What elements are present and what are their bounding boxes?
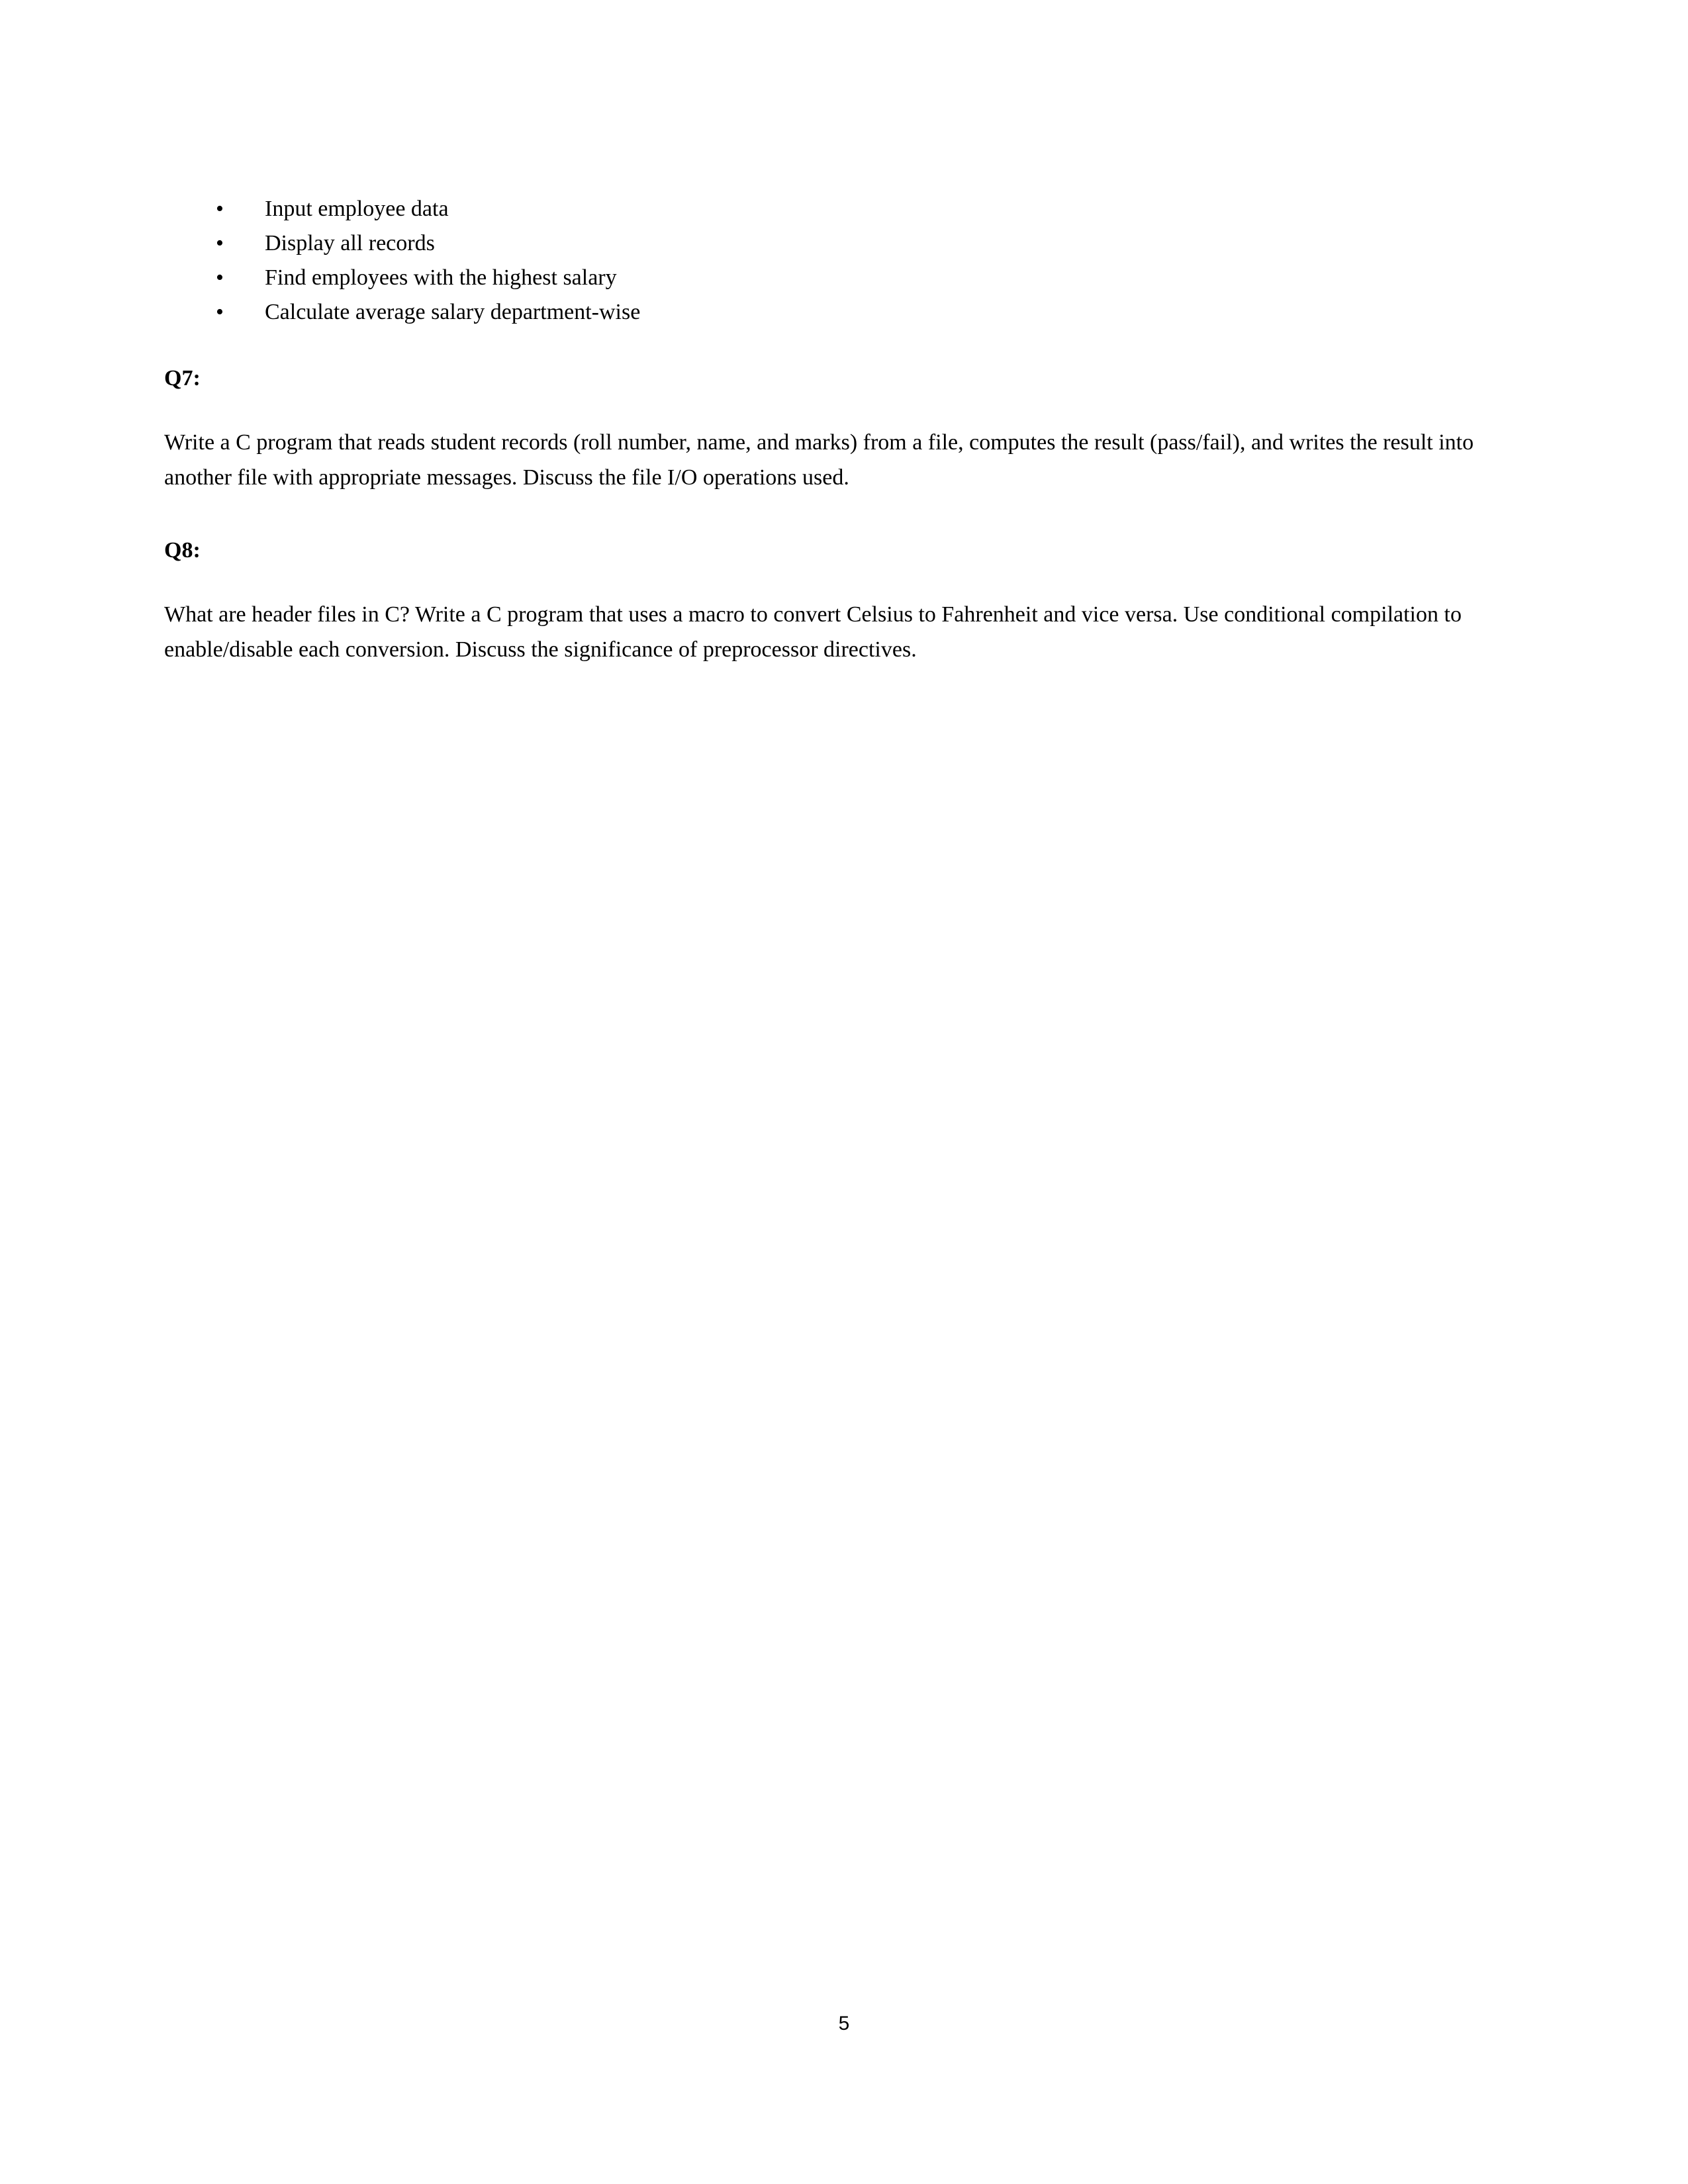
question-body-q7: Write a C program that reads student records (roll number, name, and marks) from a file, computes the result (pass/fail), and writes the result into another file with appropriate messages. Discuss the file I/O operations used. bbox=[164, 430, 1474, 490]
list-item-label: Input employee data bbox=[265, 197, 449, 221]
spacer bbox=[164, 393, 1523, 425]
page-number: 5 bbox=[838, 2013, 850, 2034]
bullet-icon: • bbox=[216, 265, 224, 290]
spacer bbox=[164, 565, 1523, 597]
question-heading-q7: Q7: bbox=[164, 366, 201, 390]
question-heading-q8: Q8: bbox=[164, 538, 201, 563]
list-item-label: Calculate average salary department-wise bbox=[265, 300, 641, 324]
spacer bbox=[164, 330, 1523, 364]
list-item-label: Find employees with the highest salary bbox=[265, 265, 617, 290]
question-body-q8: What are header files in C? Write a C program that uses a macro to convert Celsius to Fahrenheit and vice versa. Use conditional compilation to enable/disable each conversion. Discuss the significance of preprocessor directives. bbox=[164, 602, 1462, 662]
spacer bbox=[164, 495, 1523, 536]
list-item-label: Display all records bbox=[265, 231, 435, 255]
bullet-icon: • bbox=[216, 300, 224, 324]
list-item bbox=[164, 295, 1523, 330]
list-item bbox=[164, 261, 1523, 295]
list-item bbox=[164, 192, 1523, 226]
page-content bbox=[164, 192, 1523, 667]
bullet-icon: • bbox=[216, 231, 224, 255]
requirements-bullet-list bbox=[164, 192, 1523, 330]
list-item bbox=[164, 226, 1523, 261]
bullet-icon: • bbox=[216, 197, 224, 221]
